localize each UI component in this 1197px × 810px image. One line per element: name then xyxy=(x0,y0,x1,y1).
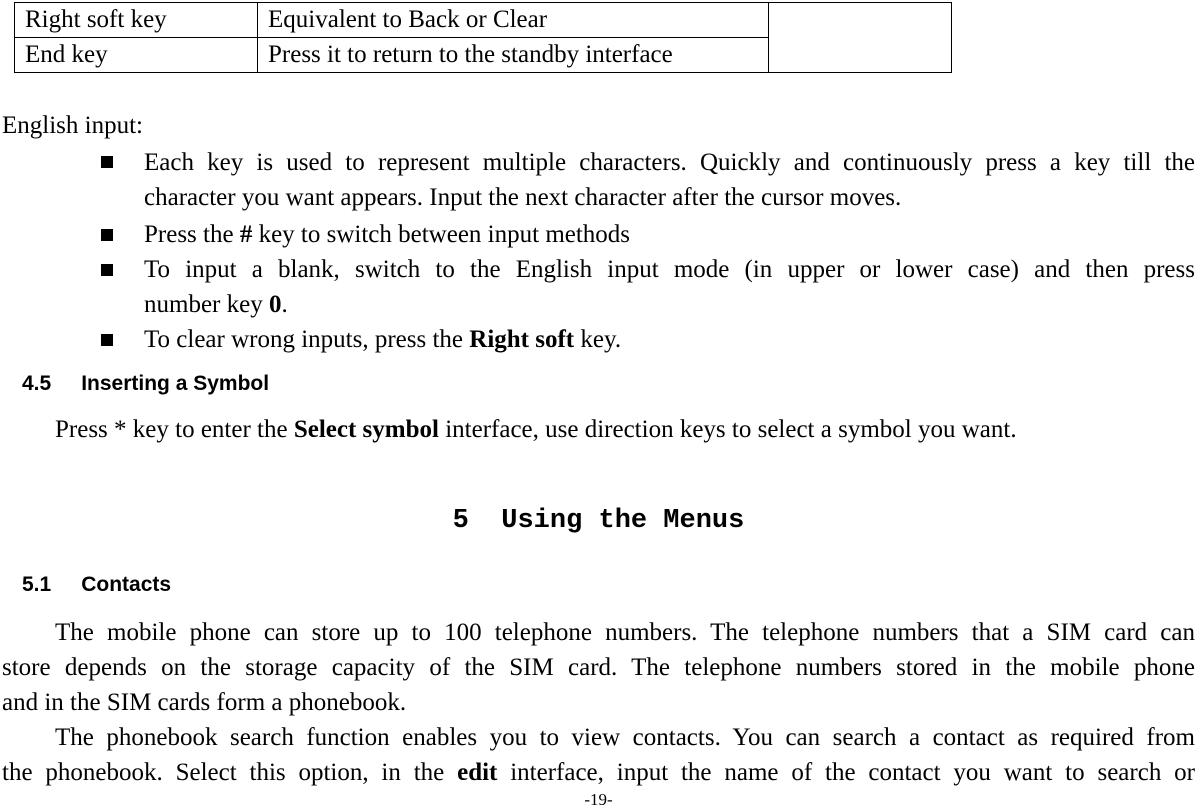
page-number: -19- xyxy=(584,790,613,809)
table-cell xyxy=(769,3,952,73)
list-item: Each key is used to represent multiple characters. Quickly and continuously press a key till the character you want appears. Input the next character after the cursor moves. xyxy=(144,149,1195,211)
bullet-icon xyxy=(101,229,113,241)
table-cell: End key xyxy=(15,38,258,73)
section-heading-4-5: 4.5 Inserting a Symbol xyxy=(22,372,270,395)
paragraph: The mobile phone can store up to 100 telephone numbers. The telephone numbers that a SIM card can store depends on the storage capacity of the SIM card. The telephone numbers stored in the mobile phone and in the SIM cards form a phonebook. The phonebook search function enables you to view contacts. You can search a contact as required from the phonebook. Select this option, in the edit interface, input the name of the contact you want to search or xyxy=(2,619,1195,786)
list-item: Press the # key to switch between input methods xyxy=(144,221,631,248)
list-item: To clear wrong inputs, press the Right soft key. xyxy=(144,326,622,353)
bullet-icon xyxy=(101,156,113,168)
table-cell: Press it to return to the standby interface xyxy=(258,38,769,73)
section-heading-5-1: 5.1 Contacts xyxy=(22,573,172,596)
table-row xyxy=(15,3,952,38)
key-table xyxy=(14,2,952,73)
table-cell: Equivalent to Back or Clear xyxy=(258,3,769,38)
list-item: To input a blank, switch to the English input mode (in upper or lower case) and then press number key 0. xyxy=(144,256,1195,318)
table-cell: Right soft key xyxy=(15,3,258,38)
chapter-title: 5 Using the Menus xyxy=(452,506,745,536)
bullet-icon xyxy=(101,264,113,276)
english-input-label: English input: xyxy=(2,112,143,139)
paragraph: Press * key to enter the Select symbol interface, use direction keys to select a symbol you want. xyxy=(55,416,1017,443)
bullet-icon xyxy=(101,334,113,346)
